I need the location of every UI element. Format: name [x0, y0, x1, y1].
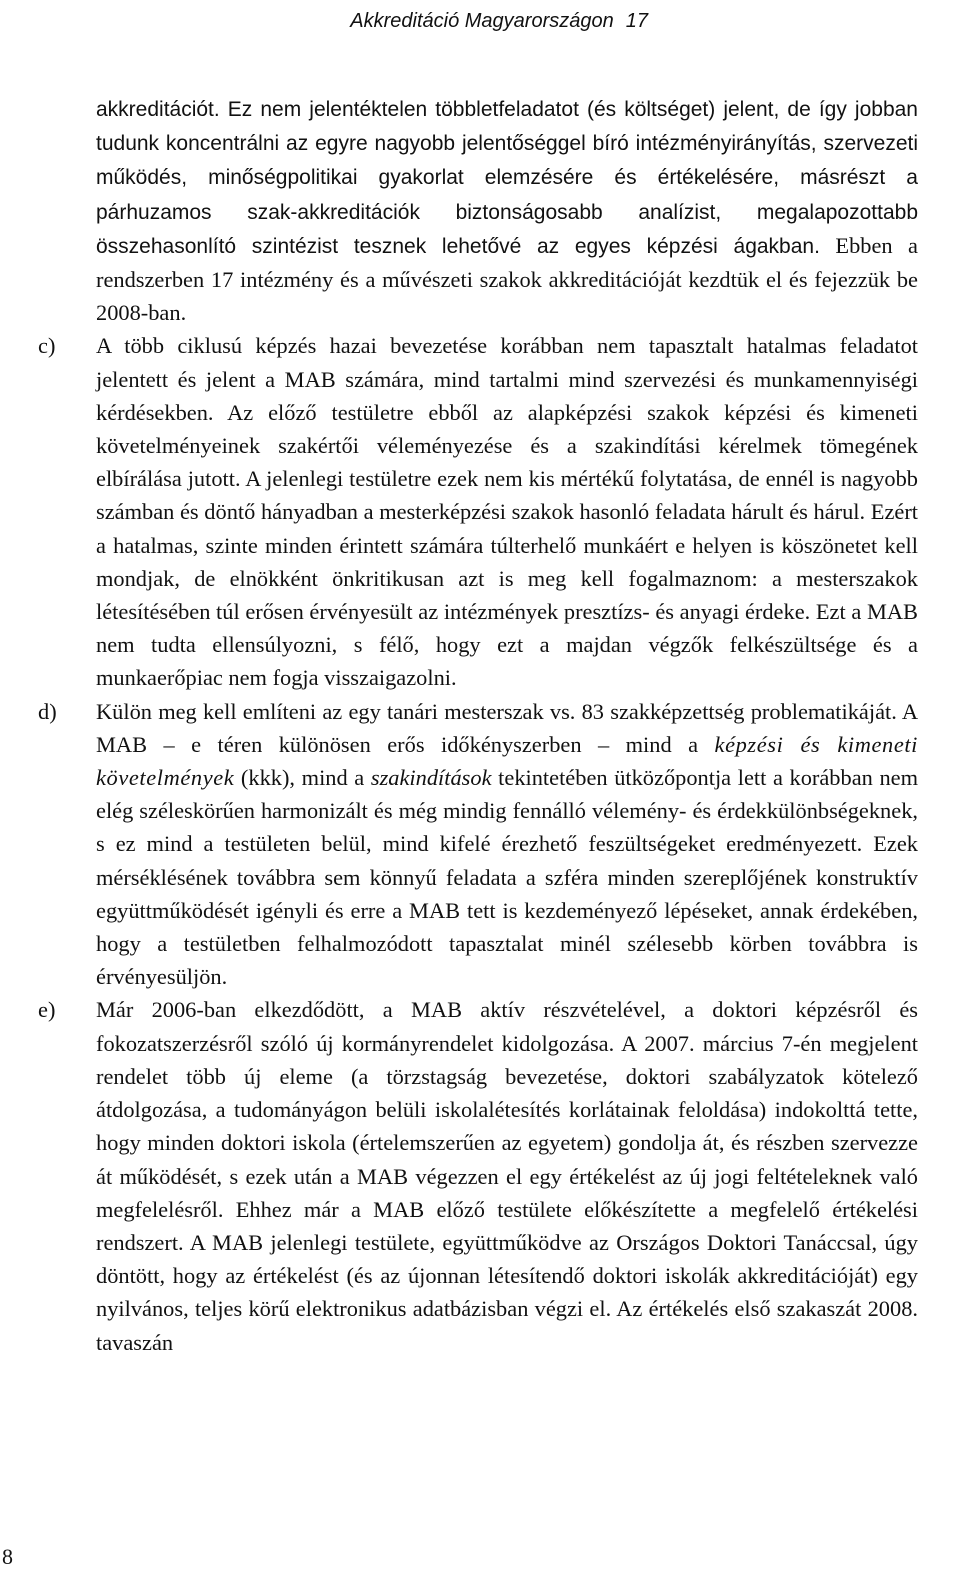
- item-d-text-3: tekintetében ütközőpontja lett a korábban nem elég széleskörűen harmonizált és még mindig fennálló vélemény- és érdekkülönbségeknek, s ez mind a testületen belül, mind kifelé érezhető feszültségeket eredményezett. Ezek mérséklésének továbbra sem könnyű feladata a szféra minden szereplőjének konstruktív együttműködését igényli és erre a MAB tett is kezdeményező lépéseket, annak érdekében, hogy a testületben felhalmozódott tapasztalat minél szélesebb körben továbbra is érvényesüljön.: [96, 765, 918, 990]
- list-item-d-text: [96, 695, 918, 994]
- header-page-number: 17: [625, 10, 648, 32]
- paragraph-b-part1: akkreditációt.: [96, 98, 220, 121]
- item-d-text-2: (kkk), mind a: [234, 765, 371, 791]
- list-item-e: [38, 993, 918, 1358]
- paragraph-b-part2: Ez nem jelentéktelen többletfeladatot (és költséget) jelent, de így jobban tudunk koncentrálni az egyre nagyobb jelentőséggel bíró intézményirányítás, szervezeti működés, minőségpolitikai gyakorlat elemzésére és értékelésére, másrészt a párhuzamos szak-akkreditációk biztonságosabb analízist, megalapozottabb összehasonlító szintézist tesznek lehetővé az egyes képzési ágakban.: [96, 98, 918, 258]
- footer-page-number: 8: [2, 1544, 13, 1569]
- list-item-c-text: A több ciklusú képzés hazai bevezetése korábban nem tapasztalt hatalmas feladatot jelentett és jelent a MAB számára, mind tartalmi mind szervezési és munkamennyiségi kérdésekben. Az előző testületre ebből az alapképzési szakok képzési és kimeneti követelményeinek szakértői véleményezése és a szakindítási kérelmek tömegének elbírálása jutott. A jelenlegi testületre ezek nem kis mértékű folytatása, de ennél is nagyobb számban és döntő hányadban a mesterképzési szakok hasonló feladata hárult és hárul. Ezért a hatalmas, szinte minden érintett számára túlterhelő munkáért e helyen is köszönetet kell mondjak, de elnökként önkritikusan azt is meg kell fogalmaznom: a mesterszakok létesítésében túl erősen érvényesült az intézmények presztízs- és anyagi érdeke. Ezt a MAB nem tudta ellensúlyozni, s félő, hogy ezt a majdan végzők felkészültsége és a munkaerőpiac nem fogja visszaigazolni.: [96, 333, 918, 691]
- running-header: [350, 10, 648, 33]
- list-item-d: [38, 695, 918, 994]
- paragraph-b-part3: Ebben a rendszerben 17 intézmény és a művészeti szakok akkreditációját kezdtük el és fejezzük be 2008-ban.: [96, 232, 918, 326]
- item-d-italic-kkk: képzési és kimeneti követelmények: [96, 731, 919, 791]
- item-d-italic-szakinditasok: szakindítások: [370, 765, 492, 791]
- page-body: [38, 92, 918, 1359]
- list-marker-c: c): [38, 333, 56, 359]
- paragraph-b-continuation: [96, 92, 918, 329]
- list-marker-d: d): [38, 698, 57, 724]
- list-marker-e: e): [38, 997, 56, 1023]
- item-d-text-1: Külön meg kell említeni az egy tanári mesterszak vs. 83 szakképzettség problematikáját. A MAB – e téren különösen erős időkényszerben – mind a: [96, 698, 918, 757]
- running-title: Akkreditáció Magyarországon: [350, 10, 614, 32]
- list-item-e-text: Már 2006-ban elkezdődött, a MAB aktív részvételével, a doktori képzésről és fokozatszerzésről szóló új kormányrendelet kidolgozása. A 2007. március 7-én megjelent rendelet több új eleme (a törzstagság bevezetése, doktori szabályzatok kötelező átdolgozása, a tudományágon belüli iskolalétesítés korlátainak feloldása) indokolttá tette, hogy minden doktori iskola (értelemszerűen az egyetem) gondolja át, és részben szervezze át működését, s ezek után a MAB végezzen el egy értékelést az új jogi feltételeknek való megfelelésről. Ehhez már a MAB előző testülete előkészítette a megfelelő értékelési rendszert. A MAB jelenlegi testülete, együttműködve az Országos Doktori Tanáccsal, úgy döntött, hogy az értékelést (és az újonnan létesítendő doktori iskolák akkreditációját) egy nyilvános, teljes körű elektronikus adatbázisban végzi el. Az értékelés első szakaszát 2008. tavaszán: [96, 997, 918, 1355]
- list-item-c: [38, 329, 918, 694]
